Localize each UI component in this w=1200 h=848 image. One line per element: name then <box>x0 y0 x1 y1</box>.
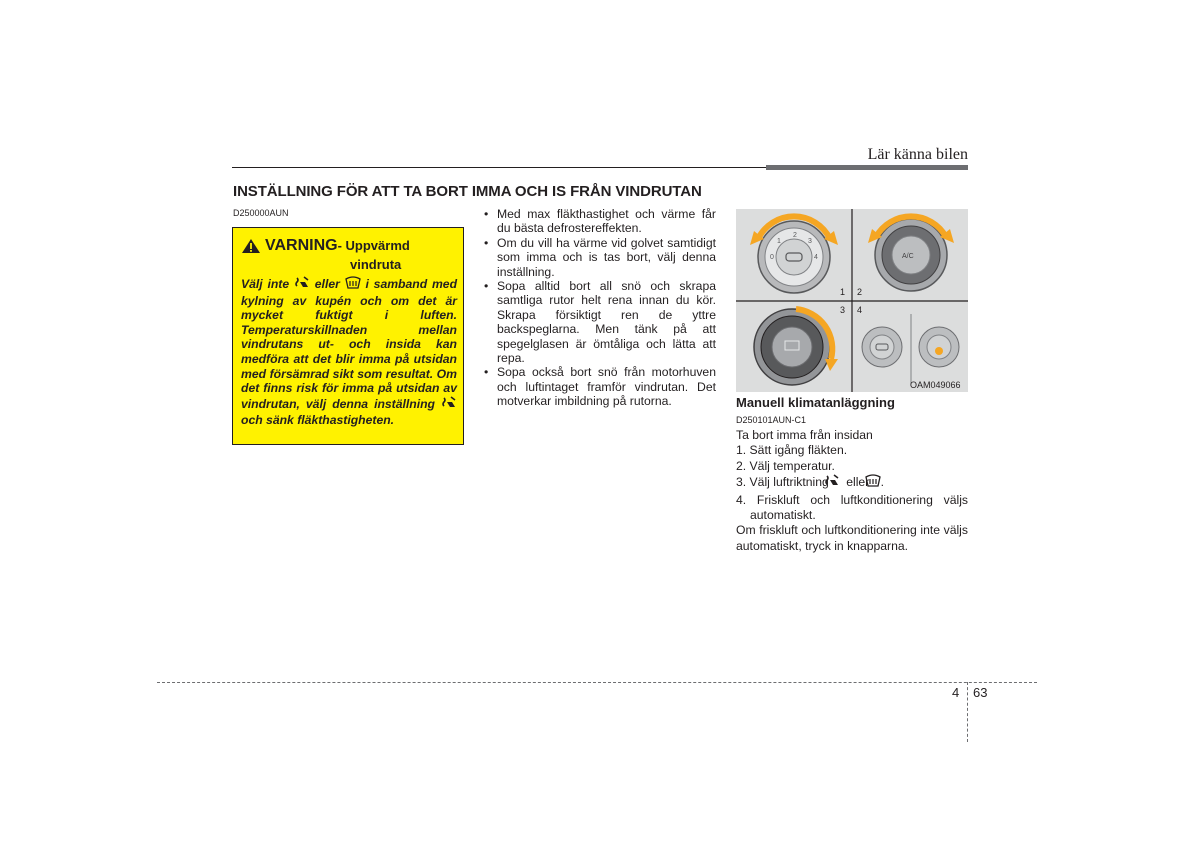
header-rule-thick <box>766 165 968 170</box>
floor-defrost-icon <box>838 474 840 492</box>
ac-knob <box>868 216 954 291</box>
fan-speed-knob <box>750 216 838 293</box>
warning-title <box>265 237 410 255</box>
subsection-body <box>736 428 968 554</box>
footer-divider <box>967 682 968 742</box>
footer-rule <box>157 682 1037 683</box>
section-title: INSTÄLLNING FÖR ATT TA BORT IMMA OCH IS FRÅN VINDRUTAN <box>233 183 702 200</box>
bullet-list <box>483 207 716 409</box>
subsection-title: Manuell klimatanläggning <box>736 395 895 410</box>
list-item: • Om du vill ha värme vid golvet samtidigt som imma och is tas bort, välj denna inställning. <box>483 236 716 279</box>
climate-knobs-illustration <box>736 209 968 392</box>
warning-box <box>232 227 464 445</box>
fan-speed-label: 1 <box>777 238 781 245</box>
list-item: • Sopa också bort snö från motorhuven och luftintaget framför vindrutan. Det motverkar imbildning på rutorna. <box>483 365 716 408</box>
warning-subtitle-2: vindruta <box>350 257 402 272</box>
figure-label-2: 2 <box>857 287 863 297</box>
windshield-defrost-icon <box>345 276 361 294</box>
floor-defrost-icon <box>441 396 457 414</box>
intro-text: Ta bort imma från insidan <box>736 428 873 442</box>
section-code: D250000AUN <box>233 208 289 218</box>
climate-control-figure <box>736 209 968 392</box>
step-item: 1. Sätt igång fläkten. <box>736 443 848 458</box>
figure-label-3: 3 <box>840 305 846 315</box>
step-text: . <box>880 475 885 490</box>
step-text: 3. Välj luftriktning <box>736 475 829 490</box>
figure-label-4: 4 <box>857 305 863 315</box>
warning-text-part: Välj inte <box>241 277 290 291</box>
step-item: 4. Friskluft och luftkonditionering väljs automatiskt. <box>736 492 968 523</box>
warning-triangle-icon <box>241 238 261 259</box>
fan-speed-label: 0 <box>770 254 774 261</box>
floor-defrost-icon <box>294 276 310 294</box>
small-knobs <box>862 314 959 384</box>
header-rule <box>232 167 767 168</box>
step-item <box>736 474 968 492</box>
fan-speed-label: 2 <box>793 232 797 239</box>
fan-speed-label: 4 <box>814 254 818 261</box>
figure-code: OAM049066 <box>910 380 961 390</box>
page-number: 63 <box>973 685 988 700</box>
subsection-code: D250101AUN-C1 <box>736 415 807 425</box>
figure-label-1: 1 <box>840 287 846 297</box>
warning-title-text: VARNING <box>265 237 338 254</box>
chapter-title: Lär känna bilen <box>867 146 968 163</box>
list-item: • Sopa alltid bort all snö och skrapa samtliga rutor helt rena innan du kör. Skrapa försiktigt ren de yttre backspeglarna. Men tänk på att spegelglasen är ömtåliga och lätta att repa. <box>483 279 716 365</box>
chapter-number: 4 <box>952 685 960 700</box>
step-text: eller <box>846 475 870 490</box>
ac-label: A/C <box>902 253 914 260</box>
list-item: • Med max fläkthastighet och värme får du bästa defrostereffekten. <box>483 207 716 236</box>
warning-text <box>241 276 457 428</box>
air-direction-knob <box>754 309 838 385</box>
outro-text: Om friskluft och luftkonditionering inte väljs automatiskt, tryck in knapparna. <box>736 523 968 553</box>
warning-text-part: i samband med kylning av kupén och om det är mycket fuktigt i luften. Temperaturskillnaden mellan vindrutans ut- och insida kan medföra att det blir imma på utsidan med försämrad sikt som resultat. Om det finns risk för imma på utsidan av vindrutan, välj denna inställning <box>241 277 458 411</box>
warning-subtitle: - Uppvärmd <box>337 238 410 253</box>
warning-text-part: och sänk fläkthastigheten. <box>241 413 395 428</box>
warning-text-part: eller <box>314 277 340 291</box>
fan-speed-label: 3 <box>808 238 812 245</box>
step-item: 2. Välj temperatur. <box>736 458 835 473</box>
